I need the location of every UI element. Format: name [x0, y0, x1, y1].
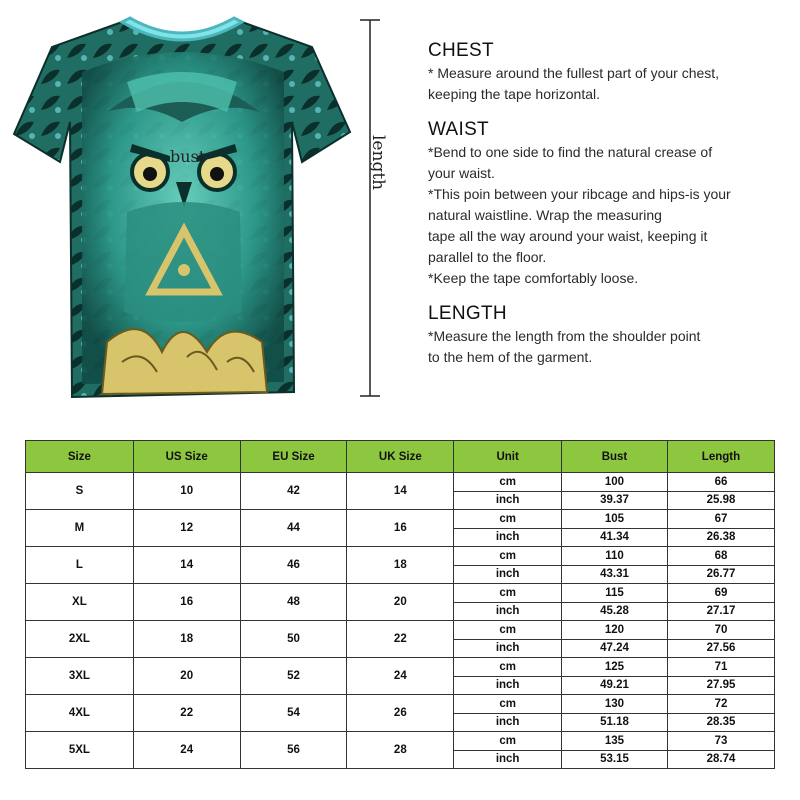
eu-size-cell: 44 [240, 510, 347, 547]
length-cell: 73 [667, 732, 774, 751]
length-label: length [368, 135, 388, 191]
us-size-cell: 16 [133, 584, 240, 621]
bust-cell: 120 [562, 621, 668, 640]
length-cell: 28.74 [667, 750, 774, 769]
waist-line: your waist. [428, 165, 495, 181]
us-size-cell: 24 [133, 732, 240, 769]
chest-line: keeping the tape horizontal. [428, 86, 601, 102]
us-size-cell: 22 [133, 695, 240, 732]
table-row [26, 473, 775, 492]
table-row [26, 510, 775, 529]
header-length: Length [667, 441, 774, 473]
uk-size-cell: 28 [347, 732, 454, 769]
length-cell: 26.77 [667, 565, 774, 584]
shirt-illustration [12, 12, 352, 407]
header-bust: Bust [562, 441, 668, 473]
bust-cell: 51.18 [562, 713, 668, 732]
header-uk-size: UK Size [347, 441, 454, 473]
owl-tshirt-image [12, 12, 352, 407]
unit-cell: cm [454, 547, 562, 566]
length-line: *Measure the length from the shoulder point [428, 328, 701, 344]
waist-line: *This poin between your ribcage and hips-is your [428, 186, 731, 202]
eu-size-cell: 42 [240, 473, 347, 510]
unit-cell: inch [454, 639, 562, 658]
us-size-cell: 14 [133, 547, 240, 584]
unit-cell: cm [454, 510, 562, 529]
unit-cell: inch [454, 491, 562, 510]
length-cell: 25.98 [667, 491, 774, 510]
table-row [26, 658, 775, 677]
size-cell: XL [26, 584, 134, 621]
us-size-cell: 10 [133, 473, 240, 510]
bust-cell: 110 [562, 547, 668, 566]
bust-cell: 115 [562, 584, 668, 603]
unit-cell: inch [454, 602, 562, 621]
bust-cell: 105 [562, 510, 668, 529]
chest-line: * Measure around the fullest part of your chest, [428, 65, 720, 81]
waist-line: *Bend to one side to find the natural crease of [428, 144, 713, 160]
length-heading: LENGTH [428, 303, 507, 324]
length-cell: 27.95 [667, 676, 774, 695]
length-cell: 66 [667, 473, 774, 492]
table-row [26, 695, 775, 714]
eu-size-cell: 48 [240, 584, 347, 621]
bust-cell: 45.28 [562, 602, 668, 621]
uk-size-cell: 20 [347, 584, 454, 621]
length-cell: 70 [667, 621, 774, 640]
length-cell: 28.35 [667, 713, 774, 732]
header-unit: Unit [454, 441, 562, 473]
header-eu-size: EU Size [240, 441, 347, 473]
length-ruler-icon [355, 18, 385, 398]
size-cell: 3XL [26, 658, 134, 695]
bust-cell: 125 [562, 658, 668, 677]
waist-line: *Keep the tape comfortably loose. [428, 270, 639, 286]
bust-cell: 41.34 [562, 528, 668, 547]
size-cell: L [26, 547, 134, 584]
size-chart-table [25, 440, 775, 769]
us-size-cell: 18 [133, 621, 240, 658]
bust-cell: 39.37 [562, 491, 668, 510]
bust-label: bust [170, 147, 206, 166]
waist-line: parallel to the floor. [428, 249, 547, 265]
size-cell: 5XL [26, 732, 134, 769]
unit-cell: inch [454, 676, 562, 695]
size-cell: 2XL [26, 621, 134, 658]
length-cell: 72 [667, 695, 774, 714]
uk-size-cell: 22 [347, 621, 454, 658]
chest-section [428, 40, 788, 105]
length-cell: 68 [667, 547, 774, 566]
unit-cell: cm [454, 473, 562, 492]
us-size-cell: 20 [133, 658, 240, 695]
eu-size-cell: 52 [240, 658, 347, 695]
length-line: to the hem of the garment. [428, 349, 593, 365]
uk-size-cell: 18 [347, 547, 454, 584]
uk-size-cell: 26 [347, 695, 454, 732]
table-row [26, 621, 775, 640]
table-row [26, 584, 775, 603]
bust-cell: 49.21 [562, 676, 668, 695]
unit-cell: inch [454, 528, 562, 547]
uk-size-cell: 16 [347, 510, 454, 547]
length-cell: 27.17 [667, 602, 774, 621]
unit-cell: cm [454, 584, 562, 603]
length-cell: 71 [667, 658, 774, 677]
length-cell: 67 [667, 510, 774, 529]
eu-size-cell: 54 [240, 695, 347, 732]
unit-cell: cm [454, 695, 562, 714]
bust-cell: 47.24 [562, 639, 668, 658]
waist-section [428, 119, 788, 289]
waist-line: natural waistline. Wrap the measuring [428, 207, 662, 223]
uk-size-cell: 24 [347, 658, 454, 695]
table-body [26, 473, 775, 769]
table-row [26, 732, 775, 751]
size-cell: M [26, 510, 134, 547]
measurement-guide [428, 40, 788, 382]
us-size-cell: 12 [133, 510, 240, 547]
header-size: Size [26, 441, 134, 473]
unit-cell: cm [454, 732, 562, 751]
header-us-size: US Size [133, 441, 240, 473]
length-cell: 69 [667, 584, 774, 603]
chest-heading: CHEST [428, 40, 494, 61]
size-cell: 4XL [26, 695, 134, 732]
bust-cell: 53.15 [562, 750, 668, 769]
table-header-row [26, 441, 775, 473]
unit-cell: cm [454, 658, 562, 677]
bust-cell: 130 [562, 695, 668, 714]
eu-size-cell: 50 [240, 621, 347, 658]
waist-line: tape all the way around your waist, keeping it [428, 228, 708, 244]
bust-cell: 100 [562, 473, 668, 492]
length-cell: 27.56 [667, 639, 774, 658]
eu-size-cell: 56 [240, 732, 347, 769]
table-row [26, 547, 775, 566]
eu-size-cell: 46 [240, 547, 347, 584]
length-section [428, 303, 788, 368]
length-cell: 26.38 [667, 528, 774, 547]
unit-cell: cm [454, 621, 562, 640]
unit-cell: inch [454, 750, 562, 769]
unit-cell: inch [454, 713, 562, 732]
unit-cell: inch [454, 565, 562, 584]
waist-heading: WAIST [428, 119, 489, 140]
bust-cell: 135 [562, 732, 668, 751]
size-cell: S [26, 473, 134, 510]
bust-cell: 43.31 [562, 565, 668, 584]
uk-size-cell: 14 [347, 473, 454, 510]
